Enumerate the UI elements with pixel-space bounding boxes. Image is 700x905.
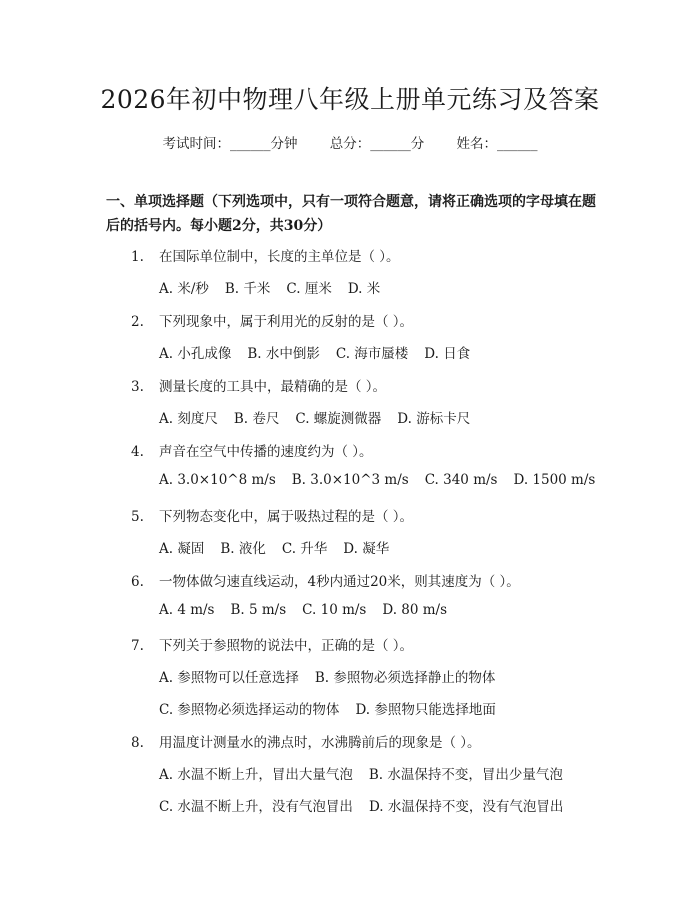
option-b: B. 液化 <box>220 541 266 557</box>
option-row <box>159 277 396 297</box>
option-b: B. 卷尺 <box>233 411 280 427</box>
option-c: C. 螺旋测微器 <box>295 411 382 427</box>
question-text: 测量长度的工具中，最精确的是（ ）。 <box>159 379 387 395</box>
question-number: 4. <box>131 444 144 460</box>
question-text: 下列关于参照物的说法中，正确的是（ ）。 <box>159 638 414 654</box>
exam-time-field: 考试时间：______分钟 <box>162 136 298 152</box>
option-c: C. 厘米 <box>286 281 332 297</box>
question-stem <box>131 505 413 525</box>
question-number: 5. <box>131 509 144 525</box>
question-text: 一物体做匀速直线运动，4秒内通过20米，则其速度为（ ）。 <box>159 574 520 590</box>
option-c: C. 海市蜃楼 <box>335 346 409 362</box>
question-stem <box>131 731 481 751</box>
question-stem <box>131 375 386 395</box>
option-row <box>159 666 511 686</box>
option-d: D. 水温保持不变，没有气泡冒出 <box>368 799 564 815</box>
section-heading-multiple-choice: 一、单项选择题（下列选项中，只有一项符合题意，请将正确选项的字母填在题后的括号内。每小题2分，共30分） <box>106 194 596 234</box>
question-text: 用温度计测量水的沸点时，水沸腾前后的现象是（ ）。 <box>159 735 481 751</box>
question-stem <box>131 310 413 330</box>
option-b: B. 水中倒影 <box>247 346 320 362</box>
question-number: 8. <box>131 735 144 751</box>
question-number: 6. <box>131 574 144 590</box>
option-row <box>159 472 611 488</box>
option-a: A. 小孔成像 <box>159 346 232 362</box>
option-c: C. 参照物必须选择运动的物体 <box>159 702 340 718</box>
option-c: C. 340 m/s <box>424 472 498 488</box>
option-c: C. 水温不断上升，没有气泡冒出 <box>159 799 353 815</box>
option-d: D. 1500 m/s <box>513 472 596 488</box>
question-text: 下列物态变化中，属于吸热过程的是（ ）。 <box>159 509 414 525</box>
option-row <box>159 763 579 783</box>
question-text: 在国际单位制中，长度的主单位是（ ）。 <box>159 249 400 265</box>
option-a: A. 米/秒 <box>159 281 209 297</box>
question-number: 3. <box>131 379 144 395</box>
option-d: D. 日食 <box>424 346 471 362</box>
option-d: D. 参照物只能选择地面 <box>355 702 496 718</box>
option-c: C. 10 m/s <box>302 602 367 618</box>
option-b: B. 参照物必须选择静止的物体 <box>314 670 496 686</box>
question-stem <box>131 245 400 265</box>
exam-meta <box>0 132 700 152</box>
option-b: B. 千米 <box>224 281 271 297</box>
option-a: A. 3.0×10^8 m/s <box>159 472 276 488</box>
option-b: B. 3.0×10^3 m/s <box>291 472 409 488</box>
option-b: B. 水温保持不变，冒出少量气泡 <box>368 767 563 783</box>
question-stem <box>131 440 373 460</box>
option-a: A. 凝固 <box>159 541 205 557</box>
question-stem <box>131 634 413 654</box>
question-stem <box>131 570 520 590</box>
option-row <box>159 407 486 427</box>
option-a: A. 刻度尺 <box>159 411 218 427</box>
option-a: A. 参照物可以任意选择 <box>159 670 299 686</box>
option-row <box>159 795 579 815</box>
total-score-field: 总分：______分 <box>329 136 425 152</box>
question-number: 2. <box>131 314 144 330</box>
document-title: 2026年初中物理八年级上册单元练习及答案 <box>100 85 600 114</box>
question-text: 声音在空气中传播的速度约为（ ）。 <box>159 444 373 460</box>
student-name-field: 姓名：______ <box>456 136 538 152</box>
option-row <box>159 602 463 618</box>
option-b: B. 5 m/s <box>230 602 287 618</box>
question-number: 7. <box>131 638 144 654</box>
option-c: C. 升华 <box>281 541 328 557</box>
option-d: D. 游标卡尺 <box>397 411 471 427</box>
option-a: A. 水温不断上升，冒出大量气泡 <box>159 767 353 783</box>
option-d: D. 米 <box>347 281 381 297</box>
option-row <box>159 537 405 557</box>
option-row <box>159 342 486 362</box>
option-d: D. 80 m/s <box>382 602 448 618</box>
option-row <box>159 698 512 718</box>
option-d: D. 凝华 <box>343 541 390 557</box>
question-text: 下列现象中，属于利用光的反射的是（ ）。 <box>159 314 414 330</box>
option-a: A. 4 m/s <box>159 602 215 618</box>
question-number: 1. <box>131 249 144 265</box>
